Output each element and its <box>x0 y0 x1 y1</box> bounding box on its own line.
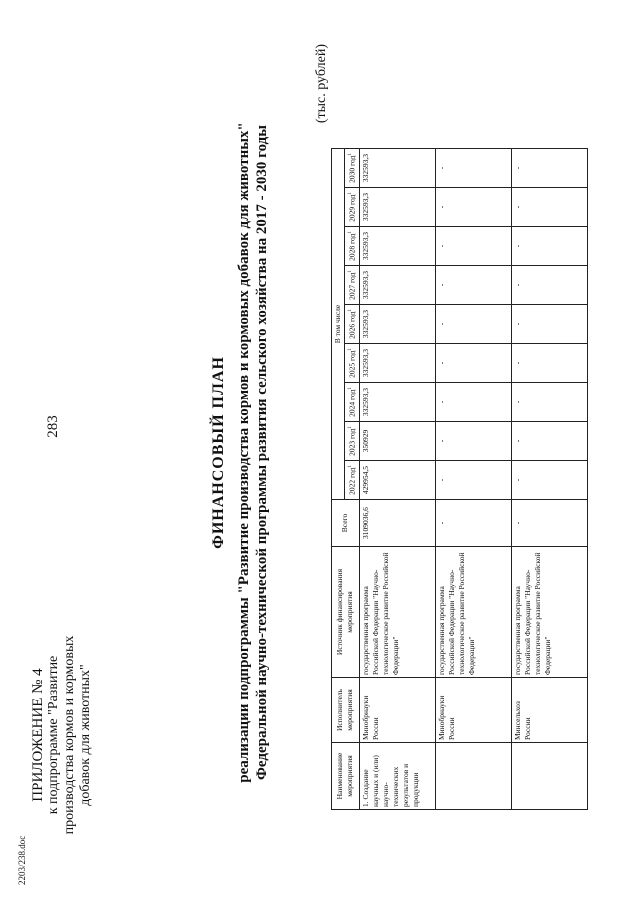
cell-year-value: - <box>435 149 511 188</box>
cell-year-value: - <box>511 383 587 422</box>
cell-source: государственная программа Российской Федерации "Научно-технологическое развитие Российской Федерации" <box>511 547 587 678</box>
cell-year-value: - <box>511 227 587 266</box>
cell-year-value: - <box>435 188 511 227</box>
cell-year-value: - <box>511 305 587 344</box>
document-subtitle: реализации подпрограммы "Развитие производства кормов и кормовых добавок для животных" <box>236 122 252 783</box>
cell-year-value: 332593,3 <box>359 149 435 188</box>
cell-total: - <box>435 500 511 547</box>
cell-year-value: - <box>435 344 511 383</box>
header-source: Источник финансирования мероприятия <box>332 547 360 678</box>
table-row <box>511 149 587 810</box>
appendix-title: ПРИЛОЖЕНИЕ № 4 <box>30 668 46 802</box>
cell-executor: Минобрнауки России <box>359 678 435 743</box>
cell-year-value: 332593,3 <box>359 188 435 227</box>
header-year: 2022 год$^1$ <box>345 461 360 500</box>
cell-name <box>511 743 587 810</box>
header-year: 2026 год$^1$ <box>345 305 360 344</box>
header-year: 2024 год$^1$ <box>345 383 360 422</box>
cell-name <box>435 743 511 810</box>
table-row <box>435 149 511 810</box>
cell-year-value: - <box>435 383 511 422</box>
appendix-line: к подпрограмме "Развитие <box>46 655 61 815</box>
cell-total: 3109036,6 <box>359 500 435 547</box>
header-including: В том числе <box>332 149 345 500</box>
appendix-line: добавок для животных" <box>78 664 93 806</box>
cell-year-value: - <box>435 227 511 266</box>
appendix-block <box>30 600 94 870</box>
cell-year-value: 332593,3 <box>359 305 435 344</box>
financial-plan-table <box>331 148 588 810</box>
page-number: 283 <box>44 415 61 438</box>
cell-year-value: - <box>511 149 587 188</box>
cell-year-value: - <box>511 188 587 227</box>
header-year: 2025 год$^1$ <box>345 344 360 383</box>
cell-year-value: 332593,3 <box>359 383 435 422</box>
cell-total: - <box>511 500 587 547</box>
cell-year-value: 332593,3 <box>359 227 435 266</box>
cell-year-value: - <box>435 266 511 305</box>
header-year: 2028 год$^1$ <box>345 227 360 266</box>
cell-year-value: - <box>435 461 511 500</box>
document-title: ФИНАНСОВЫЙ ПЛАН <box>210 356 227 549</box>
header-executor: Исполнитель мероприятия <box>332 678 360 743</box>
cell-year-value: - <box>511 461 587 500</box>
cell-year-value: - <box>435 305 511 344</box>
cell-year-value: - <box>511 344 587 383</box>
appendix-line: производства кормов и кормовых <box>62 635 77 835</box>
document-code: 2203/238.doc <box>17 835 27 885</box>
cell-year-value: 332593,3 <box>359 266 435 305</box>
header-year: 2030 год$^1$ <box>345 149 360 188</box>
document-subtitle-2: Федеральной научно-технической программы развития сельского хозяйства на 2017 - 2030 годы <box>254 125 270 780</box>
cell-year-value: - <box>511 266 587 305</box>
cell-year-value: 350929 <box>359 422 435 461</box>
header-year: 2023 год$^1$ <box>345 422 360 461</box>
unit-label: (тыс. рублей) <box>314 44 329 124</box>
cell-source: государственная программа Российской Федерации "Научно-технологическое развитие Российской Федерации" <box>359 547 435 678</box>
table-row <box>359 149 435 810</box>
cell-name: 1. Создание научных и (или) научно-технических результатов и продукции <box>359 743 435 810</box>
cell-year-value: - <box>435 422 511 461</box>
cell-executor: Минсельхоз России <box>511 678 587 743</box>
cell-source: государственная программа Российской Федерации "Научно-технологическое развитие Российской Федерации" <box>435 547 511 678</box>
cell-executor: Минобрнауки России <box>435 678 511 743</box>
header-year: 2027 год$^1$ <box>345 266 360 305</box>
cell-year-value: 429954,5 <box>359 461 435 500</box>
cell-year-value: 332593,3 <box>359 344 435 383</box>
header-total: Всего <box>332 500 360 547</box>
header-year: 2029 год$^1$ <box>345 188 360 227</box>
header-name: Наименование мероприятия <box>332 743 360 810</box>
cell-year-value: - <box>511 422 587 461</box>
